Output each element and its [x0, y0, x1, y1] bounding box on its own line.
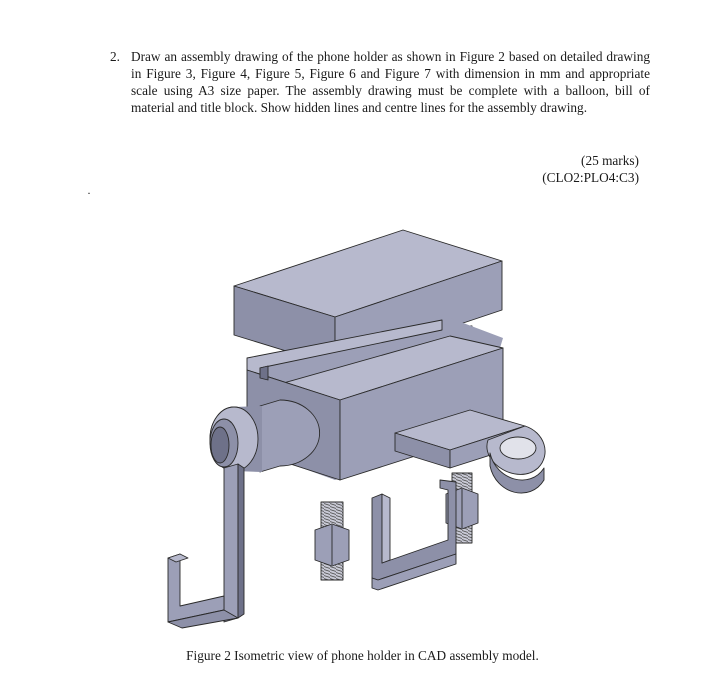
left-l-hook [168, 464, 244, 628]
marks-block [542, 152, 639, 186]
question-number: 2. [110, 49, 120, 64]
question-text: Draw an assembly drawing of the phone holder as shown in Figure 2 based on detailed drawing in Figure 3, Figure 4, Figure 5, Figure 6 and Figure 7 with dimension in mm and appropriate scale using A3 size paper. The assembly drawing must be complete with a balloon, bill of material and title block. Show hidden lines and centre lines for the assembly drawing. [131, 49, 650, 115]
margin-dot: · [87, 186, 91, 200]
figure-caption: Figure 2 Isometric view of phone holder in CAD assembly model. [186, 648, 539, 663]
phone-holder-isometric-figure [150, 218, 570, 638]
question-block [110, 48, 650, 116]
right-hook-bracket [372, 480, 456, 590]
ring-hole [500, 437, 536, 459]
marks-score: (25 marks) [581, 153, 639, 168]
marks-clo: (CLO2:PLO4:C3) [542, 170, 639, 185]
